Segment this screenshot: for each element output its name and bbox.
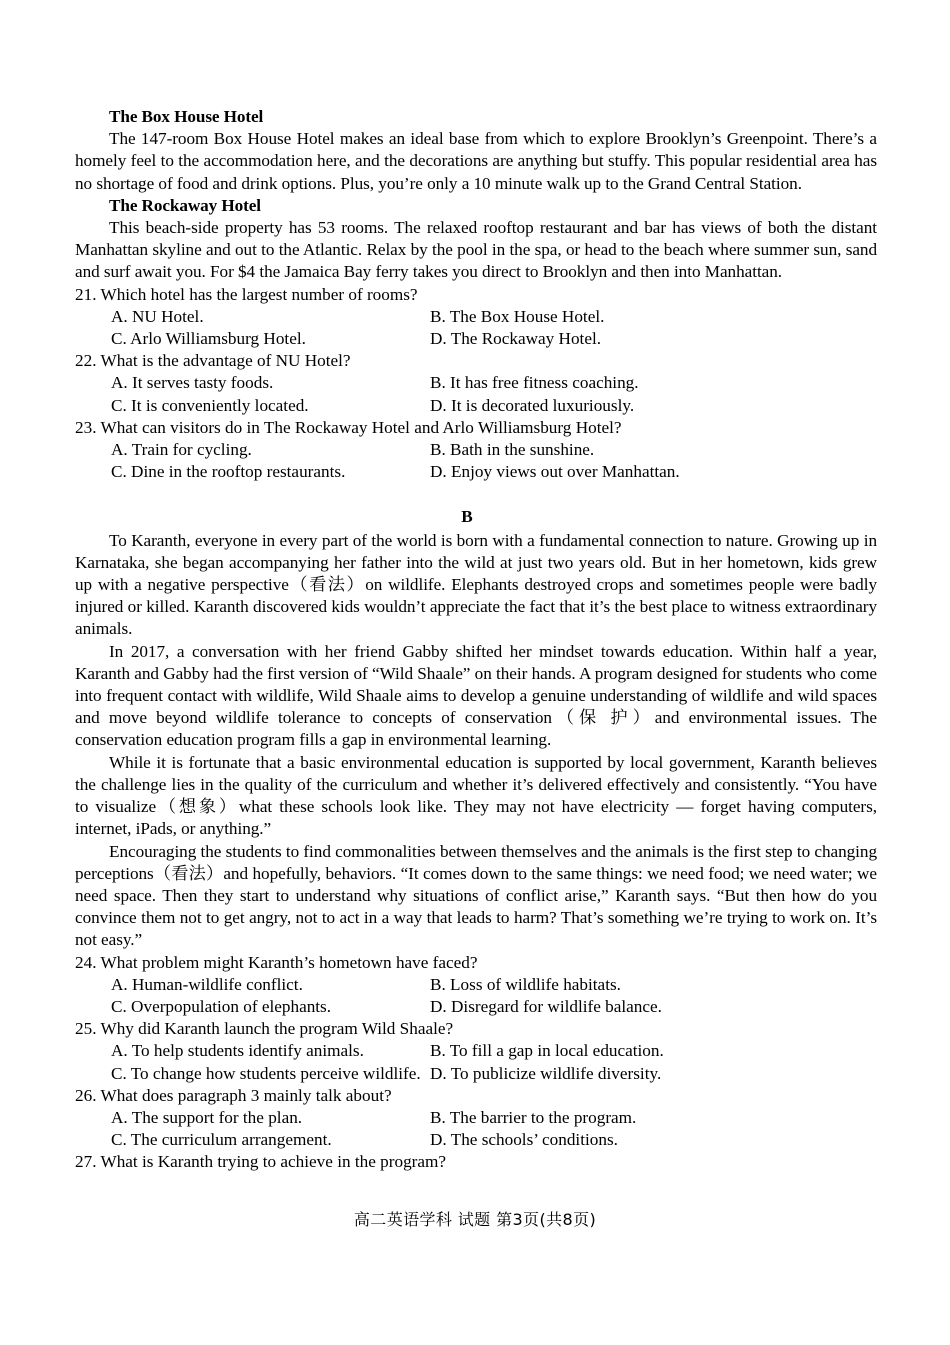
option-26-b[interactable]: B. The barrier to the program. bbox=[430, 1107, 637, 1127]
hotel-name-rockaway: The Rockaway Hotel bbox=[109, 195, 261, 215]
option-26-d[interactable]: D. The schools’ conditions. bbox=[430, 1130, 618, 1150]
option-25-a[interactable]: A. To help students identify animals. bbox=[111, 1041, 364, 1061]
hotel-name-box-house: The Box House Hotel bbox=[109, 107, 264, 126]
question-stem-24: 24. What problem might Karanth’s hometown have faced? bbox=[75, 952, 478, 972]
option-25-c[interactable]: C. To change how students perceive wildlife. bbox=[111, 1063, 421, 1083]
option-22-c[interactable]: C. It is conveniently located. bbox=[111, 395, 309, 415]
question-23-options-row-2 bbox=[75, 461, 877, 483]
question-22-options-row-1 bbox=[75, 372, 877, 394]
hotel-description-box-house: The 147-room Box House Hotel makes an ideal base from which to explore Brooklyn’s Greenpoint. There’s a homely feel to the accommodation here, and the decorations are anything but stuffy. This popular residential area has no shortage of food and drink options. Plus, you’re only a 10 minute walk up to the Grand Central Station. bbox=[75, 129, 877, 193]
question-21-options-row-2 bbox=[75, 328, 877, 350]
question-24-options-row-2 bbox=[75, 996, 877, 1018]
option-22-b[interactable]: B. It has free fitness coaching. bbox=[430, 373, 639, 393]
question-24-options-row-1 bbox=[75, 974, 877, 996]
passage-b-paragraph-1: To Karanth, everyone in every part of the world is born with a fundamental connection to nature. Growing up in Karnataka, she began accompanying her father into the wild at just two years old. But in her hometown, kids grew up with a negative perspective（看法）on wildlife. Elephants destroyed crops and sometimes people were badly injured or killed. Karanth discovered kids wouldn’t appreciate the fact that it’s the best place to witness extraordinary animals. bbox=[75, 530, 877, 639]
option-21-b[interactable]: B. The Box House Hotel. bbox=[430, 306, 605, 326]
page-footer: 高二英语学科 试题 第3页(共8页) bbox=[353, 1210, 597, 1229]
question-23-options-row-1 bbox=[75, 439, 877, 461]
option-25-b[interactable]: B. To fill a gap in local education. bbox=[430, 1041, 664, 1061]
option-24-a[interactable]: A. Human-wildlife conflict. bbox=[111, 974, 303, 994]
section-heading-b: B bbox=[461, 507, 473, 527]
option-26-a[interactable]: A. The support for the plan. bbox=[111, 1107, 303, 1127]
option-22-d[interactable]: D. It is decorated luxuriously. bbox=[430, 395, 635, 415]
option-22-a[interactable]: A. It serves tasty foods. bbox=[111, 373, 274, 393]
option-25-d[interactable]: D. To publicize wildlife diversity. bbox=[430, 1063, 662, 1083]
option-23-d[interactable]: D. Enjoy views out over Manhattan. bbox=[430, 462, 680, 482]
hotel-description-rockaway: This beach-side property has 53 rooms. The relaxed rooftop restaurant and bar has views of both the distant Manhattan skyline and out to the Atlantic. Relax by the pool in the spa, or head to the beach where summer sun, sand and surf await you. For $4 the Jamaica Bay ferry takes you direct to Brooklyn and then into Manhattan. bbox=[75, 218, 877, 282]
question-stem-23: 23. What can visitors do in The Rockaway Hotel and Arlo Williamsburg Hotel? bbox=[75, 417, 622, 437]
exam-page-content bbox=[75, 106, 877, 1174]
option-23-b[interactable]: B. Bath in the sunshine. bbox=[430, 440, 595, 460]
question-stem-21: 21. Which hotel has the largest number of rooms? bbox=[75, 284, 418, 304]
passage-b-paragraph-2: In 2017, a conversation with her friend Gabby shifted her mindset towards education. Within half a year, Karanth and Gabby had the first version of “Wild Shaale” on their hands. A program designed for students who come into frequent contact with wildlife, Wild Shaale aims to develop a genuine understanding of wildlife and wild spaces and move beyond wildlife tolerance to concepts of conservation（保 护）and environmental issues. The conservation education program fills a gap in environmental learning. bbox=[75, 641, 877, 750]
option-21-a[interactable]: A. NU Hotel. bbox=[111, 306, 204, 326]
option-23-c[interactable]: C. Dine in the rooftop restaurants. bbox=[111, 462, 346, 482]
question-stem-25: 25. Why did Karanth launch the program Wild Shaale? bbox=[75, 1019, 454, 1039]
passage-b-paragraph-4: Encouraging the students to find commonalities between themselves and the animals is the first step to changing perceptions（看法）and hopefully, behaviors. “It comes down to the same things: we need food; we need water; we need space. Then they start to understand why situations of conflict arise,” Karanth says. “But then how do you convince them not to get angry, not to act in a way that leads to harm? That’s something we’re trying to work on. It’s not easy.” bbox=[75, 841, 877, 950]
option-24-d[interactable]: D. Disregard for wildlife balance. bbox=[430, 996, 662, 1016]
option-21-c[interactable]: C. Arlo Williamsburg Hotel. bbox=[111, 329, 306, 349]
question-25-options-row-2 bbox=[75, 1063, 877, 1085]
question-stem-27: 27. What is Karanth trying to achieve in the program? bbox=[75, 1152, 447, 1172]
option-26-c[interactable]: C. The curriculum arrangement. bbox=[111, 1130, 332, 1150]
option-24-c[interactable]: C. Overpopulation of elephants. bbox=[111, 996, 332, 1016]
option-24-b[interactable]: B. Loss of wildlife habitats. bbox=[430, 974, 621, 994]
question-21-options-row-1 bbox=[75, 306, 877, 328]
question-26-options-row-1 bbox=[75, 1107, 877, 1129]
passage-b-paragraph-3: While it is fortunate that a basic environmental education is supported by local government, Karanth believes the challenge lies in the quality of the curriculum and whether it’s delivered effectively and consistently. “You have to visualize（想象）what these schools look like. They may not have electricity — forget having computers, internet, iPads, or anything.” bbox=[75, 752, 877, 839]
question-stem-22: 22. What is the advantage of NU Hotel? bbox=[75, 351, 351, 371]
question-22-options-row-2 bbox=[75, 395, 877, 417]
question-25-options-row-1 bbox=[75, 1040, 877, 1062]
question-stem-26: 26. What does paragraph 3 mainly talk about? bbox=[75, 1085, 392, 1105]
option-21-d[interactable]: D. The Rockaway Hotel. bbox=[430, 329, 602, 349]
option-23-a[interactable]: A. Train for cycling. bbox=[111, 440, 252, 460]
question-26-options-row-2 bbox=[75, 1129, 877, 1151]
